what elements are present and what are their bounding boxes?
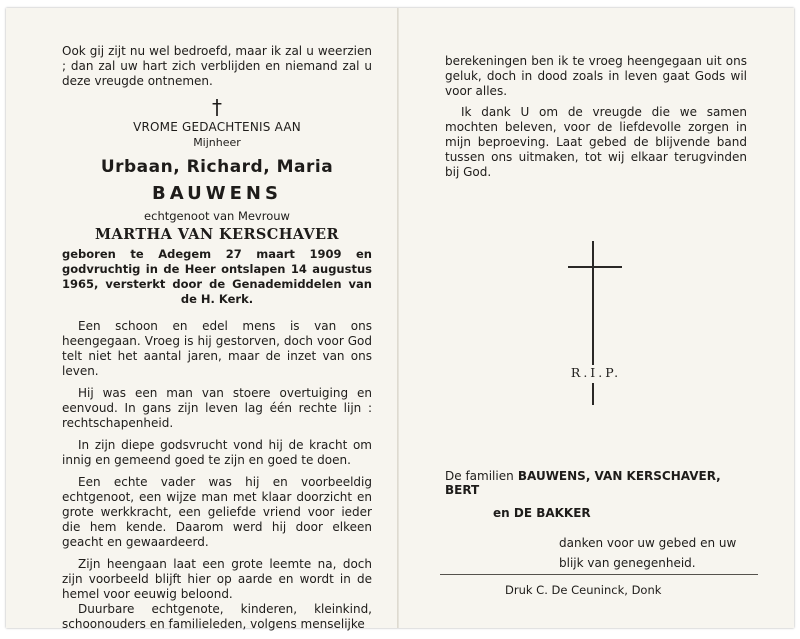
cross-vertical [592, 241, 594, 365]
cross-foot [592, 383, 594, 405]
printer-credit: Druk C. De Ceuninck, Donk [505, 583, 662, 597]
families-line [445, 469, 755, 497]
title-label: Mijnheer [193, 136, 241, 149]
cross-icon [568, 236, 624, 406]
families-lead: De familien [445, 469, 514, 483]
biography: geboren te Adegem 27 maart 1909 en godvruchtig in de Heer ontslapen 14 augustus 1965, versterkt door de Genademiddelen van de H. Kerk. [62, 247, 372, 306]
intro-verse: Ook gij zijt nu wel bedroefd, maar ik zal u weerzien ; dan zal uw hart zich verblijden en niemand zal u deze vreugde ontnemen. [62, 44, 372, 88]
divider [440, 574, 758, 575]
text-paragraph: Duurbare echtgenote, kinderen, kleinkind, schoonouders en familieleden, volgens menselijke [62, 602, 372, 631]
thanks-line-1: danken voor uw gebed en uw [559, 536, 737, 550]
card-fold [397, 8, 399, 628]
text-paragraph: Zijn heengaan laat een grote leemte na, doch zijn voorbeeld blijft hier op aarde en wordt in de hemel voor eeuwig beloond. [62, 557, 372, 601]
families-names: BAUWENS, VAN KERSCHAVER, BERT [445, 469, 721, 497]
cross-horizontal [568, 266, 622, 268]
text-paragraph: Hij was een man van stoere overtuiging en eenvoud. In gans zijn leven lag één rechte lijn : rechtschapenheid. [62, 386, 372, 430]
thanks-line-2: blijk van genegenheid. [559, 556, 696, 570]
text-paragraph: Een schoon en edel mens is van ons heengegaan. Vroeg is hij gestorven, doch voor God telt niet het aantal jaren, maar de inzet van ons leven. [62, 319, 372, 378]
surname: BAUWENS [152, 183, 282, 204]
spouse-name: MARTHA VAN KERSCHAVER [95, 226, 339, 243]
families-names-2: en DE BAKKER [493, 506, 591, 520]
text-paragraph: berekeningen ben ik te vroeg heengegaan uit ons geluk, doch in dood zoals in leven gaat Gods wil voor alles. [445, 54, 747, 98]
text-paragraph: In zijn diepe godsvrucht vond hij de kracht om innig en gemeend goed te zijn en goed te doen. [62, 438, 372, 467]
family-thanks [445, 469, 755, 570]
cross-icon: † [212, 95, 222, 119]
given-names: Urbaan, Richard, Maria [100, 157, 334, 177]
right-page [445, 54, 747, 186]
rip-text: R.I.P. [568, 365, 624, 381]
text-paragraph: Een echte vader was hij en voorbeeldig echtgenoot, een wijze man met klaar doorzicht en grote werkkracht, een geliefde vriend voor ieder die hem kende. Daarom werd hij door elkeen geacht en gewaardeerd. [62, 475, 372, 549]
left-page [62, 44, 372, 639]
spouse-label: echtgenoot van Mevrouw [144, 209, 290, 223]
memorial-heading: VROME GEDACHTENIS AAN [133, 120, 301, 134]
text-paragraph: Ik dank U om de vreugde die we samen mochten beleven, voor de liefdevolle zorgen in mijn beproeving. Laat gebed de blijvende band tussen ons uitmaken, tot wij elkaar terugvinden bij God. [445, 105, 747, 179]
